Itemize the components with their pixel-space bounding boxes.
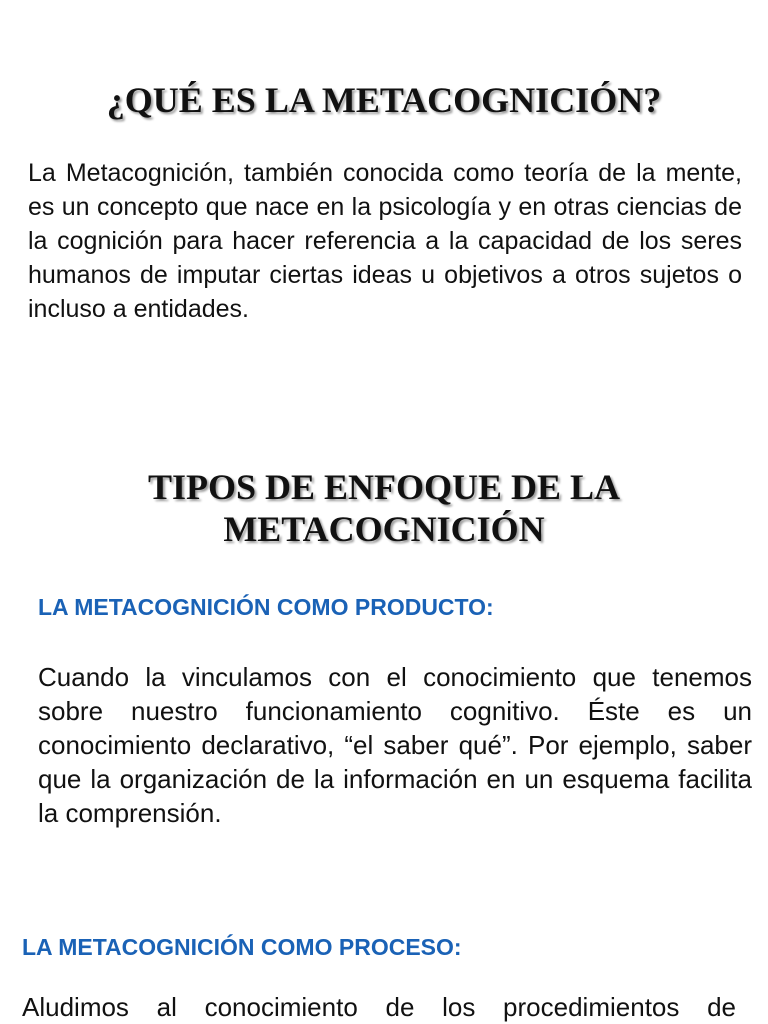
page-title: ¿QUÉ ES LA METACOGNICIÓN? <box>106 80 662 120</box>
process-paragraph: Aludimos al conocimiento de los procedimientos de <box>22 992 736 1022</box>
section-title <box>0 466 768 550</box>
section-title-line-1: TIPOS DE ENFOQUE DE LA <box>147 467 621 507</box>
section-title-line-2: METACOGNICIÓN <box>223 509 545 549</box>
product-heading: LA METACOGNICIÓN COMO PRODUCTO: <box>38 594 494 620</box>
process-heading: LA METACOGNICIÓN COMO PROCESO: <box>22 934 462 960</box>
metacognition-definition-paragraph: La Metacognición, también conocida como teoría de la mente, es un concepto que nace en la psicología y en otras ciencias de la cognición para hacer referencia a la capacidad de los seres humanos de imputar ciertas ideas u objetivos a otros sujetos o incluso a entidades. <box>28 159 742 323</box>
product-paragraph: Cuando la vinculamos con el conocimiento que tenemos sobre nuestro funcionamiento cognitivo. Éste es un conocimiento declarativo, “el saber qué”. Por ejemplo, saber que la organización de la información en un esquema facilita la comprensión. <box>38 662 752 828</box>
